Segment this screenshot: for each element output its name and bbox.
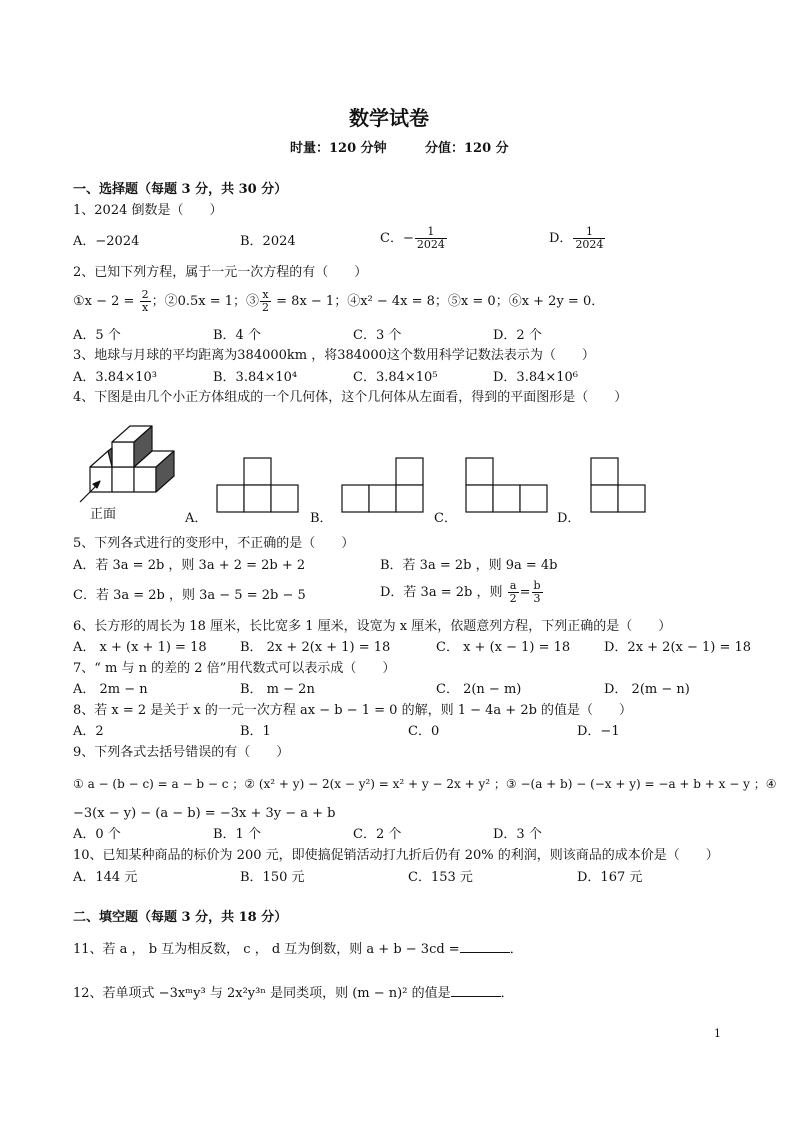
q5-fraction-b-over-3: $\frac{b}{3}$ [533,579,541,605]
q4-option-a-figure [217,457,299,513]
section-heading-fill-in: 二、填空题（每题 3 分，共 18 分） [73,910,288,925]
q6-option-d: D．2x + 2(x − 1) = 18 [604,640,752,655]
q5-option-d: D．若 3a = 2b ，则 $\frac{a}{2}$ = $\frac{b}{3}$ [380,579,541,605]
q4-option-d: D． [557,511,581,526]
exam-score: 分值：120 分 [425,141,509,156]
q4-option-a: A． [185,511,208,526]
q1-option-b: B．2024 [240,234,296,249]
q8-option-c: C．0 [408,724,440,739]
q1-option-d [549,226,606,251]
q7-stem: 7、“ m 与 n 的差的 2 倍”用代数式可以表示成（ ） [73,661,396,676]
q4-option-c-figure [466,457,548,513]
exam-time: 时量：120 分钟 [290,141,387,156]
q4-solid-figure [76,420,186,505]
q1-option-a: A．−2024 [73,234,140,249]
page-title: 数学试卷 [349,106,429,130]
q9-expression-line2: −3(x − y) − (a − b) = −3x + 3y − a + b [73,806,336,821]
q6-stem: 6、长方形的周长为 18 厘米，长比宽多 1 厘米，设宽为 x 厘米，依题意列方程，下列正确的是（ ） [73,619,672,634]
q10-option-b: B．150 元 [240,870,305,885]
q9-stem: 9、下列各式去括号错误的有（ ） [73,745,290,760]
q2-fraction-x-over-2: $\frac{x}{2}$ [262,288,270,314]
q5-option-b: B．若 3a = 2b ，则 9a = 4b [380,558,558,573]
q8-option-a: A．2 [73,724,104,739]
q3-option-a: A．3.84×10³ [73,370,157,385]
q1-option-d-label: D． [549,231,573,246]
page-number: 1 [714,1027,721,1040]
q3-option-c: C．3.84×10⁵ [353,370,438,385]
q4-option-d-figure [591,457,647,513]
q2-option-b: B．4 个 [213,328,261,343]
q8-option-b: B．1 [240,724,271,739]
q9-option-c: C．2 个 [353,827,402,842]
q4-front-label: 正面 [90,507,117,522]
q11-answer-blank[interactable] [460,940,510,953]
q4-option-b: B． [310,511,333,526]
q6-option-a: A． x + (x + 1) = 18 [73,640,207,655]
q6-option-b: B． 2x + 2(x + 1) = 18 [240,640,391,655]
q2-fraction-2-over-x: $\frac{2}{x}$ [141,288,149,314]
q6-option-c: C． x + (x − 1) = 18 [436,640,571,655]
q10-option-a: A．144 元 [73,870,138,885]
q3-stem: 3、地球与月球的平均距离为384000km ，将384000这个数用科学记数法表示为（ ） [73,348,595,363]
q8-stem: 8、若 x = 2 是关于 x 的一元一次方程 ax − b − 1 = 0 的解，则 1 − 4a + 2b 的值是（ ） [73,703,633,718]
q7-option-b: B． m − 2n [240,682,315,697]
q3-option-b: B．3.84×10⁴ [213,370,298,385]
q2-stem: 2、已知下列方程，属于一元一次方程的有（ ） [73,265,368,280]
q9-option-a: A．0 个 [73,827,121,842]
q9-option-b: B．1 个 [213,827,261,842]
q2-option-a: A．5 个 [73,328,121,343]
q7-option-c: C． 2(n − m) [436,682,522,697]
q10-option-c: C．153 元 [408,870,473,885]
q1-option-c [380,226,448,251]
q7-option-a: A． 2m − n [73,682,148,697]
q5-fraction-a-over-2: $\frac{a}{2}$ [509,579,517,605]
q2-equations: ①x − 2 = $\frac{2}{x}$ ；②0.5x = 1；③ $\frac{x}{2}$ = 8x − 1；④x² − 4x = 8；⑤x = 0；⑥x + 2y = 0． [73,288,605,314]
q2-option-d: D．2 个 [493,328,542,343]
q1-option-c-fraction: $\frac{1}{2024}$ [416,225,445,251]
q12-answer-blank[interactable] [451,984,501,997]
q9-expression-line1: ① a − (b − c) = a − b − c ；② (x² + y) − 2(x − y²) = x² + y − 2x + y² ；③ −(a + b) − (−x + y) = −a + b + x − y ；④ [73,777,777,791]
q1-option-c-label: C．− [380,231,414,246]
q4-option-c: C． [434,511,457,526]
q2-option-c: C．3 个 [353,328,402,343]
q4-stem: 4、下图是由几个小正方体组成的一个几何体，这个几何体从左面看，得到的平面图形是（ ） [73,390,628,405]
q1-stem: 1、2024 倒数是（ ） [73,203,223,218]
q12-stem: 12、若单项式 −3xᵐy³ 与 2x²y³ⁿ 是同类项，则 (m − n)² 的值是 ． [73,986,514,1001]
q5-stem: 5、下列各式进行的变形中，不正确的是（ ） [73,536,355,551]
section-heading-choice: 一、选择题（每题 3 分，共 30 分） [73,182,288,197]
q3-option-d: D．3.84×10⁶ [493,370,579,385]
q7-option-d: D． 2(m − n) [604,682,690,697]
q4-option-b-figure [342,457,424,513]
q11-stem: 11、若 a ， b 互为相反数， c ， d 互为倒数，则 a + b − 3cd = ． [73,942,523,957]
q5-option-c: C．若 3a = 2b ，则 3a − 5 = 2b − 5 [73,588,306,603]
q1-option-d-fraction: $\frac{1}{2024}$ [575,225,604,251]
q10-stem: 10、已知某种商品的标价为 200 元，即使搞促销活动打九折后仍有 20% 的利润，则该商品的成本价是（ ） [73,848,719,863]
q10-option-d: D．167 元 [577,870,643,885]
q8-option-d: D．−1 [577,724,620,739]
q5-option-a: A．若 3a = 2b ，则 3a + 2 = 2b + 2 [73,558,306,573]
q9-option-d: D．3 个 [493,827,542,842]
